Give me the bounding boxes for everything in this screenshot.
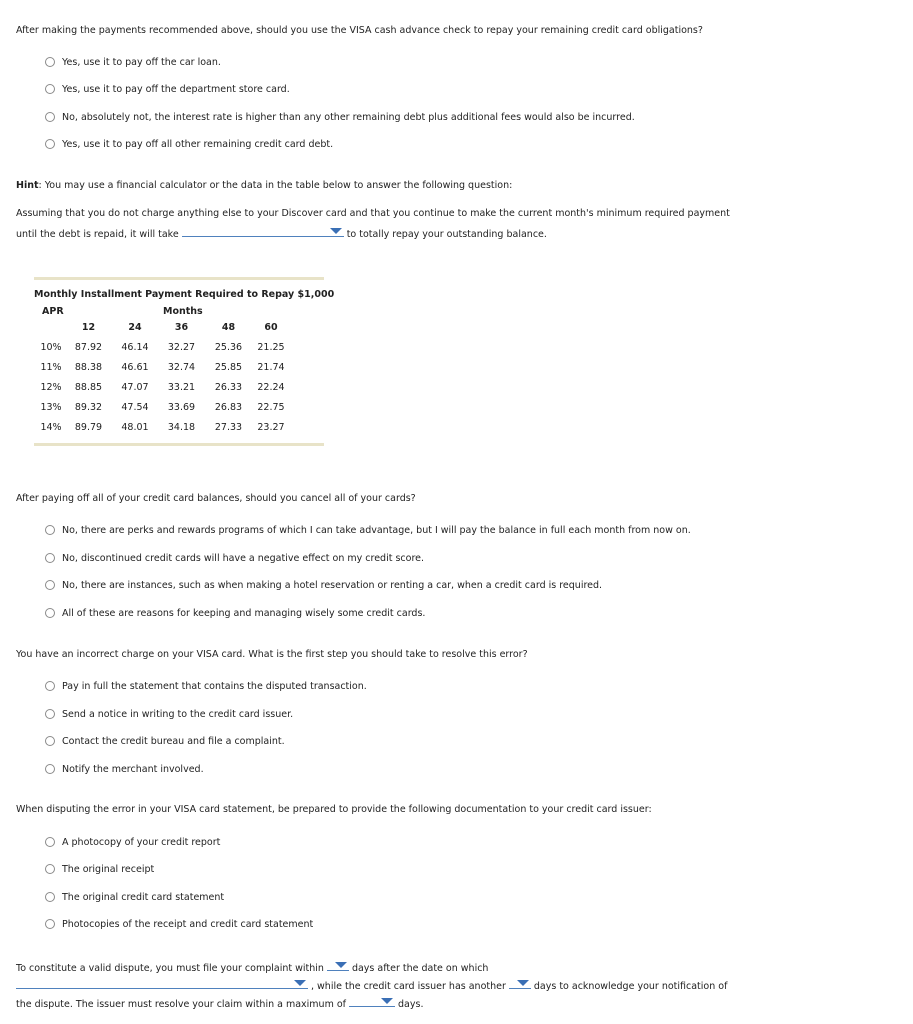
table-cell: 33.21 [167, 381, 196, 393]
table-cell: 87.92 [74, 341, 103, 353]
q4-option-3[interactable] [45, 734, 285, 748]
q6-text-3: , while the credit card issuer has another [311, 981, 506, 992]
chevron-down-icon [330, 228, 342, 234]
apr-cell: 11% [40, 361, 62, 373]
acknowledge-days-dropdown[interactable] [509, 978, 531, 989]
q1-option-2[interactable] [45, 82, 290, 96]
q6-text-1: To constitute a valid dispute, you must file your complaint within [16, 963, 324, 974]
table-row [37, 417, 290, 437]
q6-text-2: days after the date on which [351, 963, 489, 974]
table-cell: 25.85 [214, 361, 243, 373]
q1-option-1[interactable] [45, 55, 221, 69]
month-header: 60 [264, 321, 278, 333]
option-label: No, discontinued credit cards will have a negative effect on my credit score. [62, 552, 425, 564]
table-cell: 22.75 [257, 401, 285, 413]
radio-button[interactable] [45, 112, 55, 122]
question-6-line-1 [16, 960, 488, 974]
q2-text-before: until the debt is repaid, it will take [16, 229, 179, 240]
table-title: Monthly Installment Payment Required to Repay $1,000 [34, 289, 335, 300]
q4-option-1[interactable] [45, 679, 367, 693]
q5-option-4[interactable] [45, 917, 313, 931]
q3-option-4[interactable] [45, 606, 425, 620]
q5-option-1[interactable] [45, 835, 220, 849]
table-cell: 26.83 [214, 401, 243, 413]
q3-option-2[interactable] [45, 551, 424, 565]
q3-option-1[interactable] [45, 523, 691, 537]
apr-cell: 14% [40, 421, 62, 433]
table-cell: 26.33 [214, 381, 243, 393]
hint-text [16, 180, 512, 191]
option-label: No, absolutely not, the interest rate is higher than any other remaining debt plus additional fees would also be incurred. [62, 111, 635, 123]
radio-button[interactable] [45, 837, 55, 847]
radio-button[interactable] [45, 864, 55, 874]
table-cell: 21.25 [257, 341, 285, 353]
radio-button[interactable] [45, 57, 55, 67]
table-months-header: Months [163, 306, 203, 317]
table-row [37, 357, 290, 377]
table-row [37, 377, 290, 397]
q4-option-4[interactable] [45, 762, 204, 776]
month-header: 36 [174, 321, 189, 333]
radio-button[interactable] [45, 919, 55, 929]
option-label: The original receipt [62, 863, 155, 875]
table-cell: 25.36 [214, 341, 243, 353]
apr-cell: 10% [40, 341, 62, 353]
option-label: Pay in full the statement that contains the disputed transaction. [62, 680, 367, 692]
option-label: Notify the merchant involved. [62, 763, 204, 775]
table-header-row [37, 317, 290, 337]
q6-text-5: the dispute. The issuer must resolve your claim within a maximum of [16, 999, 347, 1010]
q1-option-3[interactable] [45, 110, 635, 124]
table-cell: 23.27 [257, 421, 285, 433]
q6-text-6: days. [398, 999, 424, 1010]
table-row [37, 397, 290, 417]
q2-text-after: to totally repay your outstanding balance. [346, 229, 547, 240]
table-cell: 48.01 [121, 421, 149, 433]
table-cell: 46.14 [121, 341, 149, 353]
hint-body: : You may use a financial calculator or the data in the table below to answer the following question: [38, 180, 513, 191]
table-cell: 47.54 [121, 401, 149, 413]
hint-label: Hint [16, 180, 39, 191]
month-header: 24 [128, 321, 142, 333]
q3-option-3[interactable] [45, 578, 602, 592]
table-cell: 21.74 [257, 361, 285, 373]
chevron-down-icon [517, 980, 529, 986]
question-2-line-1: Assuming that you do not charge anything else to your Discover card and that you continue to make the current month's minimum required payment [16, 208, 730, 219]
radio-button[interactable] [45, 525, 55, 535]
option-label: The original credit card statement [62, 891, 225, 903]
question-2-line-2 [16, 226, 547, 240]
table-cell: 89.79 [74, 421, 103, 433]
table-row [37, 337, 290, 357]
option-label: All of these are reasons for keeping and managing wisely some credit cards. [62, 607, 426, 619]
question-5-text: When disputing the error in your VISA card statement, be prepared to provide the following documentation to your credit card issuer: [16, 804, 652, 815]
option-label: Send a notice in writing to the credit card issuer. [62, 708, 294, 720]
question-3-text: After paying off all of your credit card balances, should you cancel all of your cards? [16, 493, 416, 504]
apr-cell: 13% [40, 401, 62, 413]
radio-button[interactable] [45, 608, 55, 618]
installment-table [37, 317, 290, 437]
month-header: 12 [81, 321, 96, 333]
radio-button[interactable] [45, 892, 55, 902]
table-cell: 33.69 [167, 401, 196, 413]
radio-button[interactable] [45, 736, 55, 746]
table-top-border [34, 277, 324, 280]
option-label: No, there are instances, such as when making a hotel reservation or renting a car, when a credit card is required. [62, 579, 603, 591]
option-label: Yes, use it to pay off the department store card. [62, 83, 290, 95]
q6-text-4: days to acknowledge your notification of [533, 981, 728, 992]
chevron-down-icon [381, 998, 393, 1004]
question-6-line-2 [16, 978, 727, 992]
table-cell: 88.85 [74, 381, 103, 393]
table-apr-header: APR [42, 306, 64, 317]
repay-time-dropdown[interactable] [182, 226, 344, 237]
option-label: A photocopy of your credit report [62, 836, 221, 848]
table-cell: 88.38 [74, 361, 103, 373]
month-header: 48 [221, 321, 236, 333]
q5-option-2[interactable] [45, 862, 154, 876]
option-label: Photocopies of the receipt and credit card statement [62, 918, 314, 930]
resolve-days-dropdown[interactable] [349, 996, 395, 1007]
table-cell: 22.24 [257, 381, 285, 393]
option-label: Yes, use it to pay off the car loan. [62, 56, 221, 68]
question-6-line-3 [16, 996, 423, 1010]
table-cell: 32.27 [167, 341, 196, 353]
apr-cell: 12% [40, 381, 62, 393]
radio-button[interactable] [45, 580, 55, 590]
complaint-days-dropdown[interactable] [327, 960, 349, 971]
table-cell: 46.61 [121, 361, 149, 373]
chevron-down-icon [294, 980, 306, 986]
option-label: No, there are perks and rewards programs of which I can take advantage, but I will pay the balance in full each month from now on. [62, 524, 691, 536]
q4-option-2[interactable] [45, 707, 293, 721]
radio-button[interactable] [45, 139, 55, 149]
q1-option-4[interactable] [45, 137, 333, 151]
radio-button[interactable] [45, 553, 55, 563]
radio-button[interactable] [45, 84, 55, 94]
table-cell: 27.33 [214, 421, 243, 433]
radio-button[interactable] [45, 681, 55, 691]
table-cell: 47.07 [121, 381, 149, 393]
table-cell: 89.32 [74, 401, 103, 413]
question-4-text: You have an incorrect charge on your VISA card. What is the first step you should take to resolve this error? [16, 649, 528, 660]
radio-button[interactable] [45, 764, 55, 774]
q5-option-3[interactable] [45, 890, 224, 904]
question-1-text: After making the payments recommended above, should you use the VISA cash advance check to repay your remaining credit card obligations? [16, 25, 703, 36]
table-cell: 34.18 [167, 421, 196, 433]
table-cell: 32.74 [167, 361, 196, 373]
radio-button[interactable] [45, 709, 55, 719]
option-label: Yes, use it to pay off all other remaining credit card debt. [62, 138, 334, 150]
table-bottom-border [34, 443, 324, 446]
chevron-down-icon [335, 962, 347, 968]
event-dropdown[interactable] [16, 978, 308, 989]
option-label: Contact the credit bureau and file a complaint. [62, 735, 285, 747]
